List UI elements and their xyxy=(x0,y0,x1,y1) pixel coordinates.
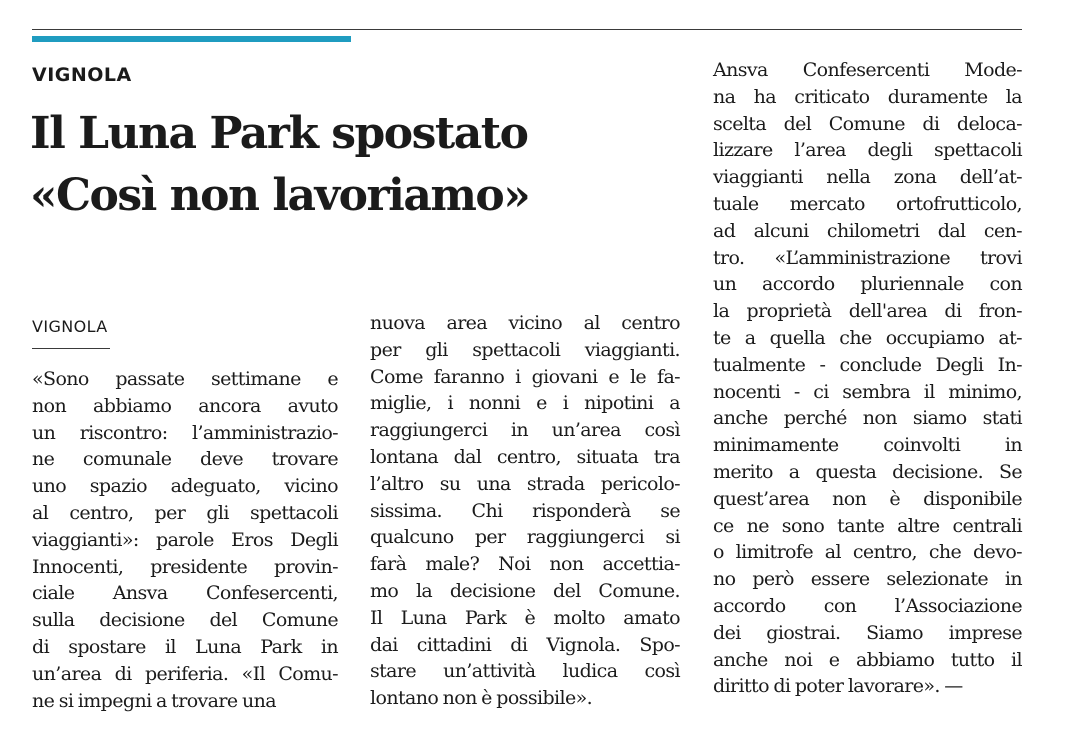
text-line: mo la decisione del Comune. xyxy=(370,579,680,602)
text-line: «Sono passate settimane e xyxy=(32,368,338,390)
text-line: anche perché non siamo stati xyxy=(713,407,1022,430)
text-line: farà male? Noi non accettia- xyxy=(370,553,680,576)
text-line: la proprietà dell'area di fron- xyxy=(713,300,1022,323)
text-line: scelta del Comune di deloca- xyxy=(713,112,1022,135)
text-line: quest’area non è disponibile xyxy=(713,487,1022,510)
text-line: lontana dal centro, situata tra xyxy=(370,445,680,468)
text-line: viaggianti»: parole Eros Degli xyxy=(32,528,338,551)
text-line: te a quella che occupiamo at- xyxy=(713,326,1022,349)
text-line: qualcuno per raggiungerci si xyxy=(370,526,680,549)
byline: VIGNOLA xyxy=(32,317,108,336)
text-line: sissima. Chi risponderà se xyxy=(370,499,680,522)
text-line: Il Luna Park è molto amato xyxy=(370,606,680,629)
text-line: dai cittadini di Vignola. Spo- xyxy=(370,633,680,656)
text-line: non abbiamo ancora avuto xyxy=(32,394,338,417)
text-line: uno spazio adeguato, vicino xyxy=(32,475,338,498)
text-line: lontano non è possibile». xyxy=(370,687,593,710)
text-line: tuale mercato ortofrutticolo, xyxy=(713,192,1022,215)
text-line: Come faranno i giovani e le fa- xyxy=(370,365,680,388)
text-line: stare un’attività ludica così xyxy=(370,660,680,683)
text-line: un riscontro: l’amministrazio- xyxy=(32,421,338,444)
text-line: na ha criticato duramente la xyxy=(713,85,1022,108)
text-line: sulla decisione del Comune xyxy=(32,609,338,632)
text-line: ce ne sono tante altre centrali xyxy=(713,514,1022,537)
headline xyxy=(30,103,690,227)
byline-rule xyxy=(32,348,110,349)
text-line: lizzare l’area degli spettacoli xyxy=(713,139,1022,162)
text-line: viaggianti nella zona dell’at- xyxy=(713,166,1022,189)
section-kicker: VIGNOLA xyxy=(32,64,132,86)
text-line: ne si impegni a trovare una xyxy=(32,689,276,712)
text-line: l’altro su una strada pericolo- xyxy=(370,472,680,495)
body-column-3 xyxy=(713,57,1022,700)
text-line: minimamente coinvolti in xyxy=(713,434,1022,457)
text-line: Ansva Confesercenti Mode- xyxy=(713,59,1022,81)
text-line: un’area di periferia. «Il Comu- xyxy=(32,662,338,685)
text-line: un accordo pluriennale con xyxy=(713,273,1022,296)
section-accent-bar xyxy=(32,36,351,42)
text-line: nuova area vicino al centro xyxy=(370,312,680,334)
text-line: tualmente - conclude Degli In- xyxy=(713,353,1022,376)
body-column-1 xyxy=(32,366,338,714)
text-line: ne comunale deve trovare xyxy=(32,448,338,471)
text-line: no però essere selezionate in xyxy=(713,568,1022,591)
headline-line-2: «Così non lavoriamo» xyxy=(30,170,530,221)
text-line: al centro, per gli spettacoli xyxy=(32,501,338,524)
text-line: merito a questa decisione. Se xyxy=(713,460,1022,483)
text-line: ad alcuni chilometri dal cen- xyxy=(713,219,1022,242)
text-line: dei giostrai. Siamo imprese xyxy=(713,621,1022,644)
text-line: per gli spettacoli viaggianti. xyxy=(370,338,680,361)
headline-line-1: Il Luna Park spostato xyxy=(30,108,528,159)
body-column-2 xyxy=(370,310,680,712)
text-line: di spostare il Luna Park in xyxy=(32,635,338,658)
text-line: miglie, i nonni e i nipotini a xyxy=(370,392,680,415)
text-line: Innocenti, presidente provin- xyxy=(32,555,338,578)
text-line: o limitrofe al centro, che devo- xyxy=(713,541,1022,564)
text-line: diritto di poter lavorare». — xyxy=(713,675,963,698)
text-line: accordo con l’Associazione xyxy=(713,594,1022,617)
text-line: tro. «L’amministrazione trovi xyxy=(713,246,1022,269)
text-line: anche noi e abbiamo tutto il xyxy=(713,648,1022,671)
top-rule xyxy=(32,29,1022,30)
text-line: raggiungerci in un’area così xyxy=(370,419,680,442)
text-line: ciale Ansva Confesercenti, xyxy=(32,582,338,605)
text-line: nocenti - ci sembra il minimo, xyxy=(713,380,1022,403)
